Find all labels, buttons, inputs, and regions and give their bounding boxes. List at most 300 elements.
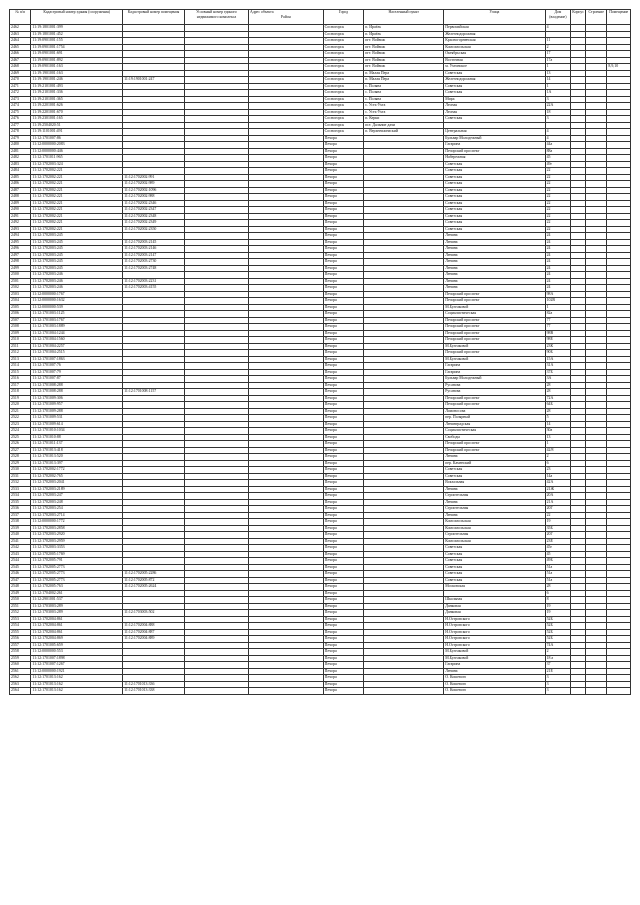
cell-no: 2515 xyxy=(10,369,31,376)
cell-no: 2557 xyxy=(10,642,31,649)
cell-kadastr: 11:12:0000000:1767 xyxy=(31,291,123,298)
cell-city: Печора xyxy=(323,259,364,266)
cell-house: 22 xyxy=(545,174,571,181)
cell-city: Печора xyxy=(323,343,364,350)
cell-city: Печора xyxy=(323,168,364,175)
cell-no: 2546 xyxy=(10,571,31,578)
cell-house: 4 xyxy=(545,25,571,32)
cell-kadastr: 11:12:1701013:162 xyxy=(31,675,123,682)
cell-house: 3 xyxy=(545,96,571,103)
cell-kadastr: 11:12:0000000:2083 xyxy=(31,142,123,149)
cell-house: 82а xyxy=(545,311,571,318)
cell-no: 2535 xyxy=(10,499,31,506)
cell-street: Советская xyxy=(444,116,545,123)
cell-city: Сосногорск xyxy=(323,129,364,136)
cell-no: 2503 xyxy=(10,291,31,298)
header-no: № п/п xyxy=(10,10,31,25)
cell-city: Печора xyxy=(323,538,364,545)
cell-street: Русанова xyxy=(444,382,545,389)
cell-street: М.Булгаковой xyxy=(444,356,545,363)
cell-kadastr: 11:19:0901001:1754 xyxy=(31,44,123,51)
cell-no: 2507 xyxy=(10,317,31,324)
cell-kadastr: 11:19:1101001:491 xyxy=(31,129,123,136)
cell-no: 2465 xyxy=(10,44,31,51)
cell-city: Печора xyxy=(323,623,364,630)
cell-kadastr: 11:12:1701003:1125 xyxy=(31,311,123,318)
cell-street: Железнодорожная xyxy=(444,31,545,38)
cell-house: 28 xyxy=(545,584,571,591)
cell-city: Печора xyxy=(323,584,364,591)
cell-street: Советская xyxy=(444,207,545,214)
cell-settlement: п. Верхнеижемский xyxy=(364,129,444,136)
cell-no: 2472 xyxy=(10,90,31,97)
cell-house: 23Е xyxy=(545,538,571,545)
cell-house: 24 xyxy=(545,233,571,240)
cell-street: Печорский проспект xyxy=(444,324,545,331)
cell-street: М.Булгаковой xyxy=(444,655,545,662)
cell-house: 2 xyxy=(545,454,571,461)
cell-no: 2534 xyxy=(10,493,31,500)
cell-kadastr: 11:12:1702003:2959 xyxy=(31,538,123,545)
cell-settlement: п. Керки xyxy=(364,116,444,123)
cell-no: 2523 xyxy=(10,421,31,428)
cell-street: Н.Островского xyxy=(444,636,545,643)
cell-room: 11:12:1702005:2286 xyxy=(123,571,185,578)
cell-city: Печора xyxy=(323,681,364,688)
cell-no: 2475 xyxy=(10,109,31,116)
cell-house: 22 xyxy=(545,213,571,220)
cell-house: 31А xyxy=(545,363,571,370)
cell-house: 1А xyxy=(545,90,571,97)
cell-no: 2473 xyxy=(10,96,31,103)
cell-house: 22 xyxy=(545,168,571,175)
cell-house: 24 xyxy=(545,239,571,246)
cell-kadastr: 11:12:1702003:2041 xyxy=(31,480,123,487)
cell-city: Печора xyxy=(323,493,364,500)
cell-building xyxy=(586,688,607,695)
cell-kadastr: 11:12:1702002:221 xyxy=(31,194,123,201)
cell-street: Ломоносова xyxy=(444,408,545,415)
cell-street: Ленина xyxy=(444,278,545,285)
cell-kadastr: 11:19:0901001:155 xyxy=(31,38,123,45)
cell-kadastr: 11:12:1702003:246 xyxy=(31,278,123,285)
cell-room: 11:12:1702002:2349 xyxy=(123,220,185,227)
cell-city: Печора xyxy=(323,389,364,396)
cell-no: 2464 xyxy=(10,38,31,45)
cell-street: Советская xyxy=(444,174,545,181)
cell-settlement: п. Ираёль xyxy=(364,31,444,38)
cell-city: Печора xyxy=(323,356,364,363)
cell-no: 2479 xyxy=(10,135,31,142)
cell-house: 13 xyxy=(545,70,571,77)
cell-no: 2510 xyxy=(10,337,31,344)
cell-kadastr: 11:12:1702005:2773 xyxy=(31,571,123,578)
property-table xyxy=(9,9,631,695)
cell-no: 2483 xyxy=(10,161,31,168)
cell-city: Печора xyxy=(323,473,364,480)
cell-no: 2508 xyxy=(10,324,31,331)
cell-no: 2505 xyxy=(10,304,31,311)
cell-house: 15А xyxy=(545,356,571,363)
cell-city: Сосногорск xyxy=(323,38,364,45)
table-row xyxy=(10,688,631,695)
cell-kadastr: 11:12:1702003:3353 xyxy=(31,545,123,552)
cell-room: 11:12:1702003:2146 xyxy=(123,246,185,253)
cell-city: Печора xyxy=(323,571,364,578)
cell-street: Ленинградская xyxy=(444,421,545,428)
cell-house: 20Г xyxy=(545,532,571,539)
cell-street: Строительная xyxy=(444,506,545,513)
cell-no: 2519 xyxy=(10,395,31,402)
cell-kadastr: 11:12:1702002:221 xyxy=(31,220,123,227)
cell-kadastr: 11:12:1702005:2773 xyxy=(31,564,123,571)
cell-street: Восточная xyxy=(444,57,545,64)
cell-kadastr: 11:12:1702003:245 xyxy=(31,239,123,246)
cell-kadastr: 11:12:1701013:520 xyxy=(31,454,123,461)
cell-street: Гагарина xyxy=(444,662,545,669)
cell-house: 51а xyxy=(545,571,571,578)
cell-city: Печора xyxy=(323,155,364,162)
cell-settlement: пгт. Войвож xyxy=(364,51,444,58)
cell-house: 19 xyxy=(545,610,571,617)
cell-house: 45г xyxy=(545,545,571,552)
cell-no: 2524 xyxy=(10,428,31,435)
cell-room: 11:12:1702002:2350 xyxy=(123,226,185,233)
cell-settlement: п. Малая Пера xyxy=(364,70,444,77)
cell-house: 72А xyxy=(545,395,571,402)
cell-kadastr: 11:12:0000000:446 xyxy=(31,148,123,155)
cell-house: 49Б xyxy=(545,558,571,565)
cell-city: Печора xyxy=(323,350,364,357)
cell-no: 2476 xyxy=(10,116,31,123)
cell-kadastr: 11:12:1701005:659 xyxy=(31,642,123,649)
cell-house: 37 xyxy=(545,662,571,669)
cell-city: Печора xyxy=(323,213,364,220)
cell-room: 11:12:1701013:336 xyxy=(123,681,185,688)
cell-settlement: с. Усть-Ухта xyxy=(364,109,444,116)
cell-no: 2499 xyxy=(10,265,31,272)
cell-kadastr: 11:12:1701004:2257 xyxy=(31,343,123,350)
cell-city: Печора xyxy=(323,246,364,253)
cell-city: Печора xyxy=(323,642,364,649)
cell-kadastr: 11:12:1701007:1898 xyxy=(31,655,123,662)
cell-no: 2496 xyxy=(10,246,31,253)
cell-street: Н.Островского xyxy=(444,623,545,630)
cell-house: 23К xyxy=(545,343,571,350)
cell-kadastr: 11:19:2504020:51 xyxy=(31,122,123,129)
cell-house: 22 xyxy=(545,226,571,233)
cell-house: 3 xyxy=(545,681,571,688)
cell-street: Советская xyxy=(444,83,545,90)
cell-city: Печора xyxy=(323,408,364,415)
cell-city: Печора xyxy=(323,551,364,558)
cell-no: 2521 xyxy=(10,408,31,415)
cell-city: Печора xyxy=(323,590,364,597)
cell-house: 19 xyxy=(545,519,571,526)
cell-street: Первомайская xyxy=(444,25,545,32)
cell-street: О. Кошевого xyxy=(444,681,545,688)
cell-no: 2549 xyxy=(10,590,31,597)
cell-no: 2540 xyxy=(10,532,31,539)
cell-kadastr: 11:12:1701007:76 xyxy=(31,363,123,370)
cell-city: Сосногорск xyxy=(323,31,364,38)
cell-kadastr: 11:19:2301001:165 xyxy=(31,116,123,123)
cell-house: 88а xyxy=(545,148,571,155)
cell-street: м. Ухтинское xyxy=(444,64,545,71)
cell-street: Печорский проспект xyxy=(444,291,545,298)
cell-kadastr: 11:12:1702004:861 xyxy=(31,623,123,630)
cell-region xyxy=(248,688,323,695)
cell-city: Печора xyxy=(323,649,364,656)
cell-city: Сосногорск xyxy=(323,57,364,64)
cell-no: 2525 xyxy=(10,434,31,441)
cell-city: Печора xyxy=(323,369,364,376)
cell-kadastr: 11:12:1701009:531 xyxy=(31,415,123,422)
cell-city: Печора xyxy=(323,415,364,422)
cell-street: Комсомольская xyxy=(444,525,545,532)
cell-house: 18 xyxy=(545,109,571,116)
cell-no: 2553 xyxy=(10,616,31,623)
cell-street: Гагарина xyxy=(444,142,545,149)
cell-house: 24 xyxy=(545,285,571,292)
cell-city: Сосногорск xyxy=(323,90,364,97)
cell-city: Печора xyxy=(323,337,364,344)
cell-no: 2517 xyxy=(10,382,31,389)
cell-house: 4 xyxy=(545,135,571,142)
cell-city: Печора xyxy=(323,194,364,201)
cell-house: 21А xyxy=(545,499,571,506)
cell-pom xyxy=(607,688,631,695)
cell-room: 11:12:1702002:1096 xyxy=(123,187,185,194)
cell-city: Печора xyxy=(323,460,364,467)
cell-kadastr: 11:12:1702003:245 xyxy=(31,233,123,240)
cell-no: 2548 xyxy=(10,584,31,591)
cell-city: Печора xyxy=(323,382,364,389)
cell-kadastr: 11:12:1701009:288 xyxy=(31,408,123,415)
cell-street: Печорский проспект xyxy=(444,447,545,454)
cell-kadastr: 11:19:1901001:163 xyxy=(31,70,123,77)
cell-settlement: с. Поляна xyxy=(364,83,444,90)
cell-street: М.Булгаковой xyxy=(444,649,545,656)
cell-street: Октябрьская xyxy=(444,51,545,58)
cell-kadastr: 11:12:1702003:2189 xyxy=(31,486,123,493)
cell-street: Красногорненская xyxy=(444,38,545,45)
header-kadastr: Кадастровый номер здания (сооружения) xyxy=(31,10,123,25)
cell-kadastr: 11:12:1701007:1863 xyxy=(31,356,123,363)
cell-house: 1 xyxy=(545,83,571,90)
cell-street: Гагарина xyxy=(444,369,545,376)
cell-no: 2527 xyxy=(10,447,31,454)
cell-house: 28 xyxy=(545,408,571,415)
cell-no: 2555 xyxy=(10,629,31,636)
cell-settlement: пгт. Войвож xyxy=(364,64,444,71)
cell-city: Печора xyxy=(323,291,364,298)
cell-kadastr: 11:12:1702004:869 xyxy=(31,636,123,643)
cell-kadastr: 11:12:1702002:221 xyxy=(31,187,123,194)
cell-city: Печора xyxy=(323,148,364,155)
cell-street: Ленина xyxy=(444,252,545,259)
cell-street: М.Булгаковой xyxy=(444,304,545,311)
cell-street: Печорский проспект xyxy=(444,298,545,305)
cell-room: 11:12:1702002:2348 xyxy=(123,213,185,220)
cell-city: Печора xyxy=(323,207,364,214)
cell-corpus xyxy=(571,688,586,695)
cell-no: 2538 xyxy=(10,519,31,526)
cell-kadastr: 11:12:1701007:86 xyxy=(31,135,123,142)
cell-kadastr: 11:12:1702002:1772 xyxy=(31,467,123,474)
cell-house: 20А xyxy=(545,493,571,500)
cell-street: Советская xyxy=(444,571,545,578)
cell-kadastr: 11:12:1702003:245 xyxy=(31,265,123,272)
cell-kadastr: 11:12:1701009:306 xyxy=(31,395,123,402)
cell-city: Сосногорск xyxy=(323,77,364,84)
cell-street: Советская xyxy=(444,200,545,207)
cell-no: 2471 xyxy=(10,83,31,90)
cell-no: 2512 xyxy=(10,350,31,357)
cell-kadastr: 11:19:1801001:452 xyxy=(31,31,123,38)
cell-no: 2477 xyxy=(10,122,31,129)
cell-kadastr: 11:12:1702002:221 xyxy=(31,174,123,181)
cell-city: Печора xyxy=(323,467,364,474)
cell-room: 11:12:1703003:502 xyxy=(123,610,185,617)
cell-kadastr: 11:12:1702003:247 xyxy=(31,493,123,500)
cell-city: Печора xyxy=(323,675,364,682)
cell-no: 2495 xyxy=(10,239,31,246)
cell-city: Печора xyxy=(323,532,364,539)
cell-house: 90Б xyxy=(545,350,571,357)
cell-kadastr: 11:12:1701013:162 xyxy=(31,688,123,695)
cell-no: 2542 xyxy=(10,545,31,552)
cell-no: 2489 xyxy=(10,200,31,207)
cell-house: 77 xyxy=(545,317,571,324)
cell-kadastr: 11:12:1702005:2773 xyxy=(31,577,123,584)
header-room: Кадастровый номер помещения xyxy=(123,10,185,25)
cell-room: 11:12:1701013:338 xyxy=(123,688,185,695)
header-cond: Условный номер единого недвижимого комплекса xyxy=(184,10,248,25)
cell-city: Сосногорск xyxy=(323,83,364,90)
cell-city: Сосногорск xyxy=(323,25,364,32)
cell-no: 2518 xyxy=(10,389,31,396)
cell-street: Ленина xyxy=(444,246,545,253)
cell-city: Печора xyxy=(323,174,364,181)
cell-street: Печорский проспект xyxy=(444,330,545,337)
cell-city: Печора xyxy=(323,564,364,571)
cell-city: Печора xyxy=(323,597,364,604)
cell-no: 2522 xyxy=(10,415,31,422)
cell-street: Ленина xyxy=(444,499,545,506)
cell-street: Ленина xyxy=(444,454,545,461)
cell-no: 2532 xyxy=(10,480,31,487)
cell-city: Печора xyxy=(323,421,364,428)
cell-house: 22 xyxy=(545,181,571,188)
cell-house: 52Б xyxy=(545,636,571,643)
cell-no: 2469 xyxy=(10,70,31,77)
cell-room: 11:12:1702002:2347 xyxy=(123,207,185,214)
cell-kadastr: 11:12:1702003:254 xyxy=(31,506,123,513)
cell-room: 11:12:1701008:1157 xyxy=(123,389,185,396)
cell-kadastr: 11:12:1701009:614 xyxy=(31,421,123,428)
cell-city: Печора xyxy=(323,447,364,454)
cell-no: 2509 xyxy=(10,330,31,337)
cell-room: 11:12:1702005:872 xyxy=(123,577,185,584)
cell-city: Печора xyxy=(323,428,364,435)
cell-street: Ленина xyxy=(444,272,545,279)
cell-cond xyxy=(184,688,248,695)
cell-city: Сосногорск xyxy=(323,44,364,51)
cell-kadastr: 11:12:1701003:1889 xyxy=(31,324,123,331)
header-house: Дом (владение) xyxy=(545,10,571,25)
cell-house: 6 xyxy=(545,460,571,467)
cell-city: Печора xyxy=(323,441,364,448)
cell-house: 52Б xyxy=(545,616,571,623)
cell-room: 11:12:1702004:889 xyxy=(123,636,185,643)
cell-no: 2468 xyxy=(10,64,31,71)
cell-house: 37Б xyxy=(545,369,571,376)
cell-city: Печора xyxy=(323,239,364,246)
cell-kadastr: 11:12:1702005:1769 xyxy=(31,551,123,558)
header-city: Город xyxy=(323,10,364,25)
cell-street: Советская xyxy=(444,564,545,571)
cell-kadastr: 11:12:1701003:1767 xyxy=(31,317,123,324)
cell-city: Сосногорск xyxy=(323,103,364,110)
cell-kadastr: 11:12:1701013:397 xyxy=(31,460,123,467)
cell-kadastr: 11:12:1702003:246 xyxy=(31,285,123,292)
cell-house: 24 xyxy=(545,246,571,253)
cell-no: 2558 xyxy=(10,649,31,656)
cell-no: 2486 xyxy=(10,181,31,188)
cell-city: Печора xyxy=(323,330,364,337)
cell-no: 2498 xyxy=(10,259,31,266)
cell-kadastr: 11:12:1701008:288 xyxy=(31,389,123,396)
cell-street: Советская xyxy=(444,161,545,168)
cell-room: 11:12:1702004:888 xyxy=(123,623,185,630)
cell-city: Сосногорск xyxy=(323,70,364,77)
cell-street: Ленина xyxy=(444,265,545,272)
cell-street: Советская xyxy=(444,467,545,474)
cell-street: Железнодорожная xyxy=(444,77,545,84)
cell-no: 2516 xyxy=(10,376,31,383)
cell-street: Печорский проспект xyxy=(444,441,545,448)
cell-street: Печорский проспект xyxy=(444,317,545,324)
cell-kadastr: 11:12:1702002:221 xyxy=(31,226,123,233)
cell-kadastr: 11:12:1701013:418 xyxy=(31,447,123,454)
cell-city: Печора xyxy=(323,142,364,149)
cell-house: 14 xyxy=(545,77,571,84)
cell-city: Печора xyxy=(323,545,364,552)
cell-kadastr: 11:12:1701009:957 xyxy=(31,402,123,409)
cell-room: 11:12:1702003:2147 xyxy=(123,252,185,259)
cell-no: 2526 xyxy=(10,441,31,448)
cell-kadastr: 11:12:1701010:88 xyxy=(31,434,123,441)
cell-no: 2554 xyxy=(10,623,31,630)
cell-street: Бульвар Молодежный xyxy=(444,135,545,142)
cell-street: Ленина xyxy=(444,668,545,675)
cell-kadastr: 11:12:1702004:861 xyxy=(31,629,123,636)
cell-street: Данковая xyxy=(444,610,545,617)
cell-house: 4 xyxy=(545,129,571,136)
cell-kadastr: 11:12:0000000:1632 xyxy=(31,298,123,305)
cell-city: Печора xyxy=(323,285,364,292)
cell-city: Сосногорск xyxy=(323,109,364,116)
cell-house: 22 xyxy=(545,200,571,207)
cell-house: 22А xyxy=(545,103,571,110)
cell-kadastr: 11:12:1701008:288 xyxy=(31,382,123,389)
cell-kadastr: 11:12:0000000:539 xyxy=(31,304,123,311)
cell-house: 42А xyxy=(545,480,571,487)
cell-house: 14а xyxy=(545,473,571,480)
cell-house: 30а xyxy=(545,428,571,435)
cell-street: Комсомольская xyxy=(444,538,545,545)
